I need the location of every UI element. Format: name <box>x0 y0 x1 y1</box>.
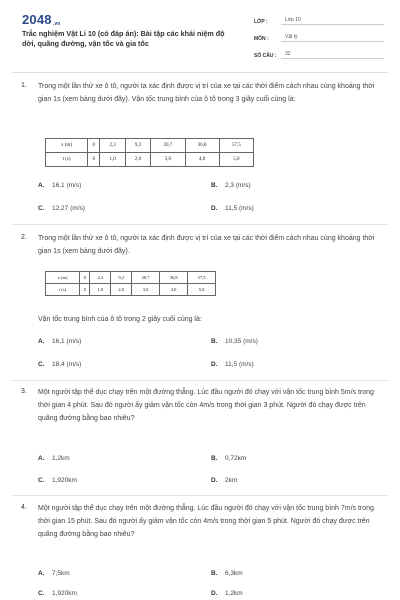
table-cell: 3,0 <box>132 284 160 296</box>
option-letter: B. <box>211 455 218 462</box>
table-cell: 57,5 <box>219 139 253 153</box>
meta-value: 32 <box>281 51 384 59</box>
option-letter: B. <box>211 338 218 345</box>
header <box>0 0 400 70</box>
option-letter: D. <box>211 590 218 597</box>
meta-row-subject <box>254 31 384 42</box>
option-letter: D. <box>211 361 218 368</box>
table-cell: 0 <box>80 272 90 284</box>
table-cell: x (m) <box>46 139 88 153</box>
option-letter: B. <box>211 570 218 577</box>
table-cell: 3,0 <box>151 153 185 167</box>
header-divider <box>12 72 388 73</box>
table-cell: 20,7 <box>151 139 185 153</box>
option-text: 1,920km <box>52 477 77 484</box>
question-number: 3. <box>21 388 27 395</box>
table-cell: 2,0 <box>125 153 150 167</box>
meta-label: SỐ CÂU : <box>254 53 277 59</box>
table-cell: t (s) <box>46 153 88 167</box>
option-letter: A. <box>38 182 45 189</box>
table-cell: 1,0 <box>90 284 111 296</box>
table-cell: 20,7 <box>132 272 160 284</box>
option-text: 2km <box>225 477 238 484</box>
meta-info <box>254 14 384 65</box>
option-d[interactable] <box>211 590 243 597</box>
data-table <box>45 138 254 167</box>
question-number: 2. <box>21 234 27 241</box>
question-text: Trong một lần thử xe ô tô, người ta xác định được vị trí của xe tại các thời điểm cách nhau cùng khoảng thời gian 1s (xem bảng dưới đây). Vận tốc trung bình của ô tô trong 3 giây cuối cùng là: <box>38 83 375 103</box>
table-row <box>46 139 254 153</box>
meta-row-count <box>254 48 384 59</box>
table-cell: 0 <box>88 153 100 167</box>
option-b[interactable] <box>211 570 243 577</box>
option-text: 12,27 (m/s) <box>52 205 85 212</box>
option-a[interactable] <box>38 182 81 189</box>
question-divider <box>12 224 388 225</box>
option-letter: C. <box>38 361 45 368</box>
option-b[interactable] <box>211 455 246 462</box>
logo-suffix: .vn <box>52 21 61 27</box>
table-cell: 2,0 <box>111 284 132 296</box>
site-logo[interactable] <box>22 12 61 27</box>
meta-row-class <box>254 14 384 25</box>
option-d[interactable] <box>211 477 237 484</box>
question-number: 1. <box>21 82 27 89</box>
table-cell: 2,3 <box>100 139 125 153</box>
table-cell: 0 <box>88 139 100 153</box>
option-a[interactable] <box>38 570 70 577</box>
table-cell: 36,8 <box>160 272 188 284</box>
table-cell: 57,5 <box>188 272 216 284</box>
option-a[interactable] <box>38 338 81 345</box>
table-row <box>46 272 216 284</box>
option-text: 18,4 (m/s) <box>52 361 82 368</box>
option-text: 16,1 (m/s) <box>52 182 82 189</box>
option-text: 6,3km <box>225 570 243 577</box>
question-text: Trong một lần thử xe ô tô, người ta xác định được vị trí của xe tại các thời điểm cách nhau cùng khoảng thời gian 1s (xem bảng dưới đây). <box>38 235 375 255</box>
meta-label: MÔN : <box>254 36 269 42</box>
question-prompt: Vận tốc trung bình của ô tô trong 2 giây cuối cùng là: <box>38 316 202 323</box>
table-cell: x (m) <box>46 272 80 284</box>
question-divider <box>12 495 388 496</box>
option-letter: C. <box>38 590 45 597</box>
logo-text: 2048 <box>22 12 52 27</box>
option-text: 11,5 (m/s) <box>225 205 254 212</box>
table-cell: 4,0 <box>160 284 188 296</box>
table-cell: 5,0 <box>188 284 216 296</box>
option-text: 7,5km <box>52 570 70 577</box>
option-d[interactable] <box>211 205 254 212</box>
table-row <box>46 153 254 167</box>
table-cell: 5,0 <box>219 153 253 167</box>
table-cell: 9,2 <box>125 139 150 153</box>
table-cell: t (s) <box>46 284 80 296</box>
option-c[interactable] <box>38 205 85 212</box>
option-text: 2,3 (m/s) <box>225 182 251 189</box>
table-cell: 36,8 <box>185 139 219 153</box>
table-row <box>46 284 216 296</box>
option-text: 1,2km <box>225 590 243 597</box>
option-a[interactable] <box>38 455 70 462</box>
option-letter: D. <box>211 477 218 484</box>
option-c[interactable] <box>38 361 81 368</box>
option-b[interactable] <box>211 338 258 345</box>
table-cell: 1,0 <box>100 153 125 167</box>
table-cell: 9,2 <box>111 272 132 284</box>
page-title: Trắc nghiệm Vật Lí 10 (có đáp án): Bài tập các khái niệm độ dời, quãng đường, vận tốc và gia tốc <box>22 29 225 48</box>
question-text: Một người tập thể dục chạy trên một đường thẳng. Lúc đầu người đó chạy với vận tốc trung bình 5m/s trong thời gian 4 phút. Sau đó người ấy giảm vận tốc còn 4m/s trong thời gian 3 phút. Người đó chạy được trên quãng đường bằng bao nhiêu? <box>38 389 374 422</box>
option-d[interactable] <box>211 361 254 368</box>
option-text: 16,1 (m/s) <box>52 338 82 345</box>
table-cell: 2,3 <box>90 272 111 284</box>
question-divider <box>12 380 388 381</box>
option-letter: A. <box>38 570 45 577</box>
option-text: 1,920km <box>52 590 77 597</box>
meta-label: LỚP : <box>254 19 268 25</box>
option-letter: C. <box>38 205 45 212</box>
meta-value: Vật lý <box>281 34 384 42</box>
option-text: 11,5 (m/s) <box>225 361 254 368</box>
question-text: Một người tập thể dục chạy trên một đường thẳng. Lúc đầu người đó chạy với vận tốc trung bình 7m/s trong thời gian 15 phút. Sau đó người ấy giảm vận tốc còn 4m/s trong thời gian 5 phút. Người đó chạy được trên quãng đường bằng bao nhiêu? <box>38 505 374 538</box>
question-number: 4. <box>21 504 27 511</box>
option-letter: D. <box>211 205 218 212</box>
table-cell: 0 <box>80 284 90 296</box>
option-text: 0,72km <box>225 455 247 462</box>
meta-value: Lớp 10 <box>281 17 384 25</box>
option-letter: C. <box>38 477 45 484</box>
option-letter: A. <box>38 338 45 345</box>
option-text: 1,2km <box>52 455 70 462</box>
option-text: 10,35 (m/s) <box>225 338 258 345</box>
option-b[interactable] <box>211 182 251 189</box>
option-c[interactable] <box>38 590 77 597</box>
option-letter: A. <box>38 455 45 462</box>
data-table <box>45 271 216 296</box>
option-c[interactable] <box>38 477 77 484</box>
table-cell: 4,0 <box>185 153 219 167</box>
option-letter: B. <box>211 182 218 189</box>
